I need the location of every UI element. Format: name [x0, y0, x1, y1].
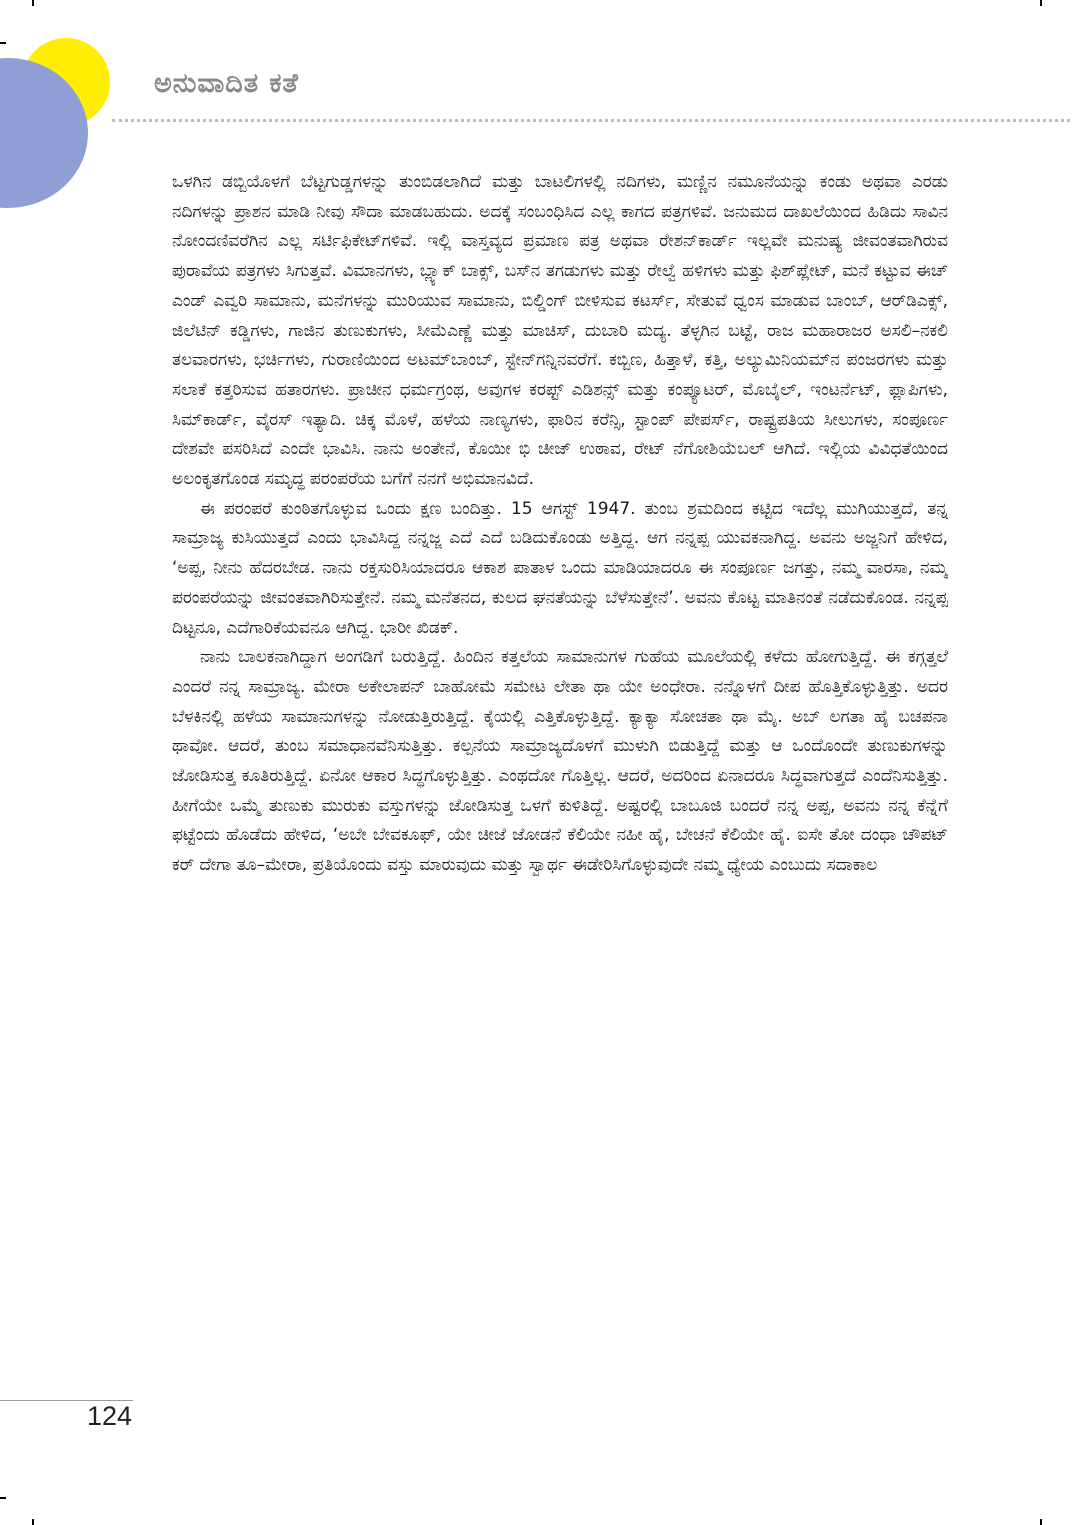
crop-mark-bottom-right — [1040, 1519, 1042, 1525]
story-body — [172, 168, 948, 1384]
section-title: ಅನುವಾದಿತ ಕತೆ — [154, 68, 299, 99]
paragraph: ನಾನು ಬಾಲಕನಾಗಿದ್ದಾಗ ಅಂಗಡಿಗೆ ಬರುತ್ತಿದ್ದೆ. ಹಿಂದಿನ ಕತ್ತಲೆಯ ಸಾಮಾನುಗಳ ಗುಹೆಯ ಮೂಲೆಯಲ್ಲಿ ಕಳೆದು ಹೋಗುತ್ತಿದ್ದೆ. ಈ ಕಗ್ಗತ್ತಲೆ ಎಂದರೆ ನನ್ನ ಸಾಮ್ರಾಜ್ಯ. ಮೇರಾ ಅಕೇಲಾಪನ್ ಬಾಹೋಮೆ ಸಮೇಟ ಲೇತಾ ಥಾ ಯೇ ಅಂಧೇರಾ. ನನ್ನೊಳಗೆ ದೀಪ ಹೊತ್ತಿಕೊಳ್ಳುತ್ತಿತ್ತು. ಅದರ ಬೆಳಕಿನಲ್ಲಿ ಹಳೆಯ ಸಾಮಾನುಗಳನ್ನು ನೋಡುತ್ತಿರುತ್ತಿದ್ದೆ. ಕೈಯಲ್ಲಿ ಎತ್ತಿಕೊಳ್ಳುತ್ತಿದ್ದೆ. ಕ್ಯಾಕ್ಯಾ ಸೋಚತಾ ಥಾ ಮೈ. ಅಬ್ ಲಗತಾ ಹೈ ಬಚಪನಾ ಥಾವೋ. ಆದರೆ, ತುಂಬ ಸಮಾಧಾನವೆನಿಸುತ್ತಿತ್ತು. ಕಲ್ಪನೆಯ ಸಾಮ್ರಾಜ್ಯದೊಳಗೆ ಮುಳುಗಿ ಬಿಡುತ್ತಿದ್ದೆ ಮತ್ತು ಆ ಒಂದೊಂದೇ ತುಣುಕುಗಳನ್ನು ಜೋಡಿಸುತ್ತ ಕೂತಿರುತ್ತಿದ್ದೆ. ಏನೋ ಆಕಾರ ಸಿದ್ಧಗೊಳ್ಳುತ್ತಿತ್ತು. ಎಂಥದೋ ಗೊತ್ತಿಲ್ಲ. ಆದರೆ, ಅದರಿಂದ ಏನಾದರೂ ಸಿದ್ಧವಾಗುತ್ತದೆ ಎಂದೆನಿಸುತ್ತಿತ್ತು. ಹೀಗೆಯೇ ಒಮ್ಮೆ ತುಣುಕು ಮುರುಕು ವಸ್ತುಗಳನ್ನು ಜೋಡಿಸುತ್ತ ಒಳಗೆ ಕುಳಿತಿದ್ದೆ. ಅಷ್ಟರಲ್ಲಿ ಬಾಬೂಜಿ ಬಂದರೆ ನನ್ನ ಅಪ್ಪ, ಅವನು ನನ್ನ ಕೆನ್ನೆಗೆ ಫಟ್ಟೆಂದು ಹೊಡೆದು ಹೇಳಿದ, ‘ಅಬೇ ಬೇವಕೂಫ್, ಯೇ ಚೀಜೆ ಜೋಡನೆ ಕೆಲಿಯೇ ನಹೀ ಹೈ, ಬೇಚನೆ ಕೆಲಿಯೇ ಹೈ. ಐಸೇ ತೋ ದಂಧಾ ಚೌಪಟ್ ಕರ್ ದೇಗಾ ತೂ–ಮೇರಾ, ಪ್ರತಿಯೊಂದು ವಸ್ತು ಮಾರುವುದು ಮತ್ತು ಸ್ವಾರ್ಥ ಈಡೇರಿಸಿಗೊಳ್ಳುವುದೇ ನಮ್ಮ ಧ್ಯೇಯ ಎಂಬುದು ಸದಾಕಾಲ — [172, 647, 948, 876]
crop-mark-bottom-left — [0, 1497, 6, 1499]
crop-mark-top-right — [1040, 0, 1042, 6]
dotted-divider — [112, 119, 1070, 122]
crop-mark-bottom-center — [32, 1519, 34, 1525]
paragraph: ಒಳಗಿನ ಡಬ್ಬಿಯೊಳಗೆ ಬೆಟ್ಟಗುಡ್ಡಗಳನ್ನು ತುಂಬಿಡಲಾಗಿದೆ ಮತ್ತು ಬಾಟಲಿಗಳಲ್ಲಿ ನದಿಗಳು, ಮಣ್ಣಿನ ನಮೂನೆಯನ್ನು ಕಂಡು ಅಥವಾ ಎರಡು ನದಿಗಳನ್ನು ಪ್ರಾಶನ ಮಾಡಿ ನೀವು ಸೌದಾ ಮಾಡಬಹುದು. ಅದಕ್ಕೆ ಸಂಬಂಧಿಸಿದ ಎಲ್ಲ ಕಾಗದ ಪತ್ರಗಳಿವೆ. ಜನುಮದ ದಾಖಲೆಯಿಂದ ಹಿಡಿದು ಸಾವಿನ ನೋಂದಣಿವರೆಗಿನ ಎಲ್ಲ ಸರ್ಟಿಫಿಕೇಟ್‌ಗಳಿವೆ. ಇಲ್ಲಿ ವಾಸ್ತವ್ಯದ ಪ್ರಮಾಣ ಪತ್ರ ಅಥವಾ ರೇಶನ್‌ಕಾರ್ಡ್ ಇಲ್ಲವೇ ಮನುಷ್ಯ ಜೀವಂತವಾಗಿರುವ ಪುರಾವೆಯ ಪತ್ರಗಳು ಸಿಗುತ್ತವೆ. ವಿಮಾನಗಳು, ಬ್ಲ್ಯಾಕ್ ಬಾಕ್ಸ್, ಬಸ್‌ನ ತಗಡುಗಳು ಮತ್ತು ರೇಲ್ವೆ ಹಳಿಗಳು ಮತ್ತು ಫಿಶ್‌ಪ್ಲೇಟ್, ಮನೆ ಕಟ್ಟುವ ಈಚ್ ಎಂಡ್ ಎವ್ವರಿ ಸಾಮಾನು, ಮನೆಗಳನ್ನು ಮುರಿಯುವ ಸಾಮಾನು, ಬಿಲ್ಡಿಂಗ್ ಬೀಳಿಸುವ ಕಟರ್ಸ್, ಸೇತುವೆ ಧ್ವಂಸ ಮಾಡುವ ಬಾಂಬ್, ಆರ್‌ಡಿಎಕ್ಸ್, ಜಿಲೆಟಿನ್ ಕಡ್ಡಿಗಳು, ಗಾಜಿನ ತುಣುಕುಗಳು, ಸೀಮೆಎಣ್ಣೆ ಮತ್ತು ಮಾಚಿಸ್, ದುಬಾರಿ ಮದ್ಯ. ತೆಳ್ಳಗಿನ ಬಟ್ಟೆ, ರಾಜ ಮಹಾರಾಜರ ಅಸಲಿ–ನಕಲಿ ತಲವಾರಗಳು, ಭರ್ಚಿಗಳು, ಗುರಾಣಿಯಿಂದ ಅಟಮ್‌ಬಾಂಬ್, ಸ್ಟೇನ್‌ಗನ್ನಿನವರೆಗೆ. ಕಬ್ಬಿಣ, ಹಿತ್ತಾಳೆ, ಕತ್ತಿ, ಅಲ್ಯುಮಿನಿಯಮ್‌ನ ಪಂಜರಗಳು ಮತ್ತು ಸಲಾಕೆ ಕತ್ತರಿಸುವ ಹತಾರಗಳು. ಪ್ರಾಚೀನ ಧರ್ಮಗ್ರಂಥ, ಅವುಗಳ ಕರಪ್ಟ್ ಎಡಿಶನ್ಸ್ ಮತ್ತು ಕಂಪ್ಯೂಟರ್, ಮೊಬೈಲ್, ಇಂಟರ್ನೆಟ್, ಫ್ಲಾಪಿಗಳು, ಸಿಮ್‌ಕಾರ್ಡ್, ವೈರಸ್ ಇತ್ಯಾದಿ. ಚಿಕ್ಕ ಮೊಳೆ, ಹಳೆಯ ನಾಣ್ಯಗಳು, ಫಾರಿನ ಕರೆನ್ಸಿ, ಸ್ಟಾಂಪ್ ಪೇಪರ್ಸ್, ರಾಷ್ಟ್ರಪತಿಯ ಸೀಲುಗಳು, ಸಂಪೂರ್ಣ ದೇಶವೇ ಪಸರಿಸಿದೆ ಎಂದೇ ಭಾವಿಸಿ. ನಾನು ಅಂತೇನೆ, ಕೊಯೀ ಭಿ ಚೀಜ್ ಉಠಾವ, ರೇಟ್ ನೆಗೋಶಿಯೆಬಲ್ ಆಗಿದೆ. ಇಲ್ಲಿಯ ವಿವಿಧತೆಯಿಂದ ಅಲಂಕೃತಗೊಂಡ ಸಮೃದ್ಧ ಪರಂಪರೆಯ ಬಗೆಗೆ ನನಗೆ ಅಭಿಮಾನವಿದೆ. — [172, 172, 948, 490]
page-number: 124 — [87, 1401, 133, 1431]
header-decoration — [0, 0, 130, 210]
paragraph: ಈ ಪರಂಪರೆ ಕುಂಠಿತಗೊಳ್ಳುವ ಒಂದು ಕ್ಷಣ ಬಂದಿತ್ತು. 15 ಆಗಸ್ಟ್ 1947. ತುಂಬ ಶ್ರಮದಿಂದ ಕಟ್ಟಿದ ಇದೆಲ್ಲ ಮುಗಿಯುತ್ತದೆ, ತನ್ನ ಸಾಮ್ರಾಜ್ಯ ಕುಸಿಯುತ್ತದೆ ಎಂದು ಭಾವಿಸಿದ್ದ ನನ್ನಜ್ಜ ಎದೆ ಎದೆ ಬಡಿದುಕೊಂಡು ಅತ್ತಿದ್ದ. ಆಗ ನನ್ನಪ್ಪ ಯುವಕನಾಗಿದ್ದ. ಅವನು ಅಜ್ಜನಿಗೆ ಹೇಳಿದ, ‘ಅಪ್ಪ, ನೀನು ಹೆದರಬೇಡ. ನಾನು ರಕ್ತಸುರಿಸಿಯಾದರೂ ಆಕಾಶ ಪಾತಾಳ ಒಂದು ಮಾಡಿಯಾದರೂ ಈ ಸಂಪೂರ್ಣ ಜಗತ್ತು, ನಮ್ಮ ವಾರಸಾ, ನಮ್ಮ ಪರಂಪರೆಯನ್ನು ಜೀವಂತವಾಗಿರಿಸುತ್ತೇನೆ. ನಮ್ಮ ಮನೆತನದ, ಕುಲದ ಘನತೆಯನ್ನು ಬೆಳೆಸುತ್ತೇನೆ’. ಅವನು ಕೊಟ್ಟ ಮಾತಿನಂತೆ ನಡೆದುಕೊಂಡ. ನನ್ನಪ್ಪ ದಿಟ್ಟನೂ, ಎದೆಗಾರಿಕೆಯವನೂ ಆಗಿದ್ದ. ಭಾರೀ ಖಿಡಕ್. — [172, 498, 948, 638]
